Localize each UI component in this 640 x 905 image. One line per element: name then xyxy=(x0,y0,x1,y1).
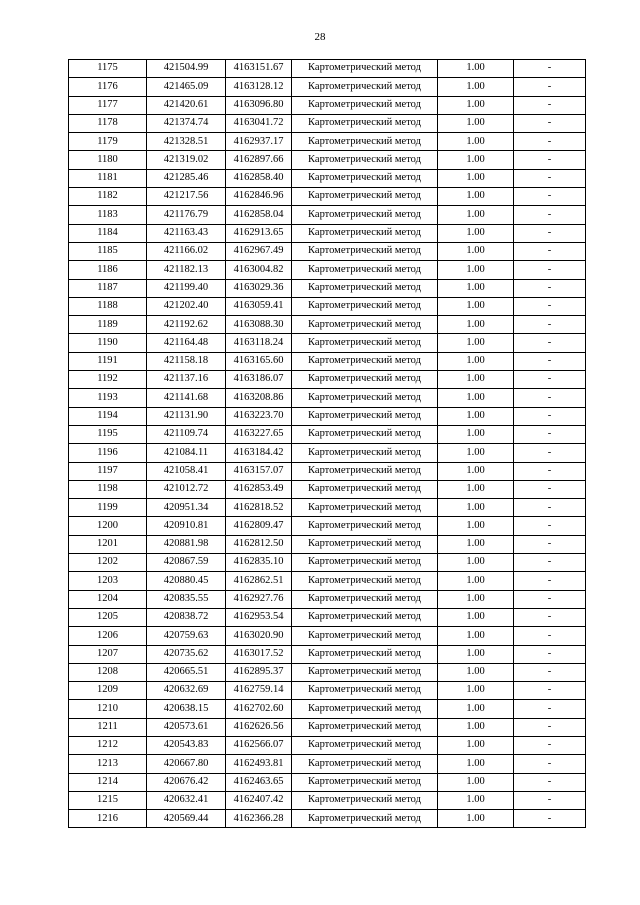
table-row xyxy=(69,169,586,187)
method-cell: Картометрический метод xyxy=(292,480,438,498)
point-number-cell: 1200 xyxy=(69,517,147,535)
y-coordinate-cell: 4162862.51 xyxy=(226,572,292,590)
y-coordinate-cell: 4162953.54 xyxy=(226,608,292,626)
x-coordinate-cell: 420676.42 xyxy=(147,773,226,791)
method-cell: Картометрический метод xyxy=(292,554,438,572)
method-cell: Картометрический метод xyxy=(292,96,438,114)
y-coordinate-cell: 4162846.96 xyxy=(226,188,292,206)
x-coordinate-cell: 421217.56 xyxy=(147,188,226,206)
table-row xyxy=(69,389,586,407)
accuracy-cell: 1.00 xyxy=(438,151,514,169)
point-number-cell: 1201 xyxy=(69,535,147,553)
x-coordinate-cell: 421176.79 xyxy=(147,206,226,224)
point-number-cell: 1178 xyxy=(69,114,147,132)
method-cell: Картометрический метод xyxy=(292,224,438,242)
y-coordinate-cell: 4162493.81 xyxy=(226,755,292,773)
point-number-cell: 1182 xyxy=(69,188,147,206)
method-cell: Картометрический метод xyxy=(292,114,438,132)
description-cell: - xyxy=(514,517,586,535)
method-cell: Картометрический метод xyxy=(292,297,438,315)
y-coordinate-cell: 4162937.17 xyxy=(226,133,292,151)
method-cell: Картометрический метод xyxy=(292,261,438,279)
table-row xyxy=(69,78,586,96)
x-coordinate-cell: 421465.09 xyxy=(147,78,226,96)
table-row xyxy=(69,316,586,334)
y-coordinate-cell: 4163227.65 xyxy=(226,425,292,443)
description-cell: - xyxy=(514,480,586,498)
accuracy-cell: 1.00 xyxy=(438,78,514,96)
table-row xyxy=(69,499,586,517)
x-coordinate-cell: 421137.16 xyxy=(147,371,226,389)
x-coordinate-cell: 420880.45 xyxy=(147,572,226,590)
y-coordinate-cell: 4163059.41 xyxy=(226,297,292,315)
point-number-cell: 1179 xyxy=(69,133,147,151)
x-coordinate-cell: 420573.61 xyxy=(147,718,226,736)
x-coordinate-cell: 420867.59 xyxy=(147,554,226,572)
method-cell: Картометрический метод xyxy=(292,425,438,443)
accuracy-cell: 1.00 xyxy=(438,682,514,700)
x-coordinate-cell: 421141.68 xyxy=(147,389,226,407)
table-row xyxy=(69,590,586,608)
y-coordinate-cell: 4163208.86 xyxy=(226,389,292,407)
y-coordinate-cell: 4162835.10 xyxy=(226,554,292,572)
description-cell: - xyxy=(514,114,586,132)
y-coordinate-cell: 4163186.07 xyxy=(226,371,292,389)
table-row xyxy=(69,334,586,352)
accuracy-cell: 1.00 xyxy=(438,425,514,443)
accuracy-cell: 1.00 xyxy=(438,645,514,663)
method-cell: Картометрический метод xyxy=(292,371,438,389)
x-coordinate-cell: 421182.13 xyxy=(147,261,226,279)
y-coordinate-cell: 4162927.76 xyxy=(226,590,292,608)
table-row xyxy=(69,517,586,535)
coordinates-table xyxy=(68,59,586,828)
description-cell: - xyxy=(514,169,586,187)
table-row xyxy=(69,755,586,773)
x-coordinate-cell: 421164.48 xyxy=(147,334,226,352)
method-cell: Картометрический метод xyxy=(292,279,438,297)
accuracy-cell: 1.00 xyxy=(438,535,514,553)
x-coordinate-cell: 421058.41 xyxy=(147,462,226,480)
description-cell: - xyxy=(514,371,586,389)
accuracy-cell: 1.00 xyxy=(438,736,514,754)
y-coordinate-cell: 4162702.60 xyxy=(226,700,292,718)
x-coordinate-cell: 420838.72 xyxy=(147,608,226,626)
description-cell: - xyxy=(514,206,586,224)
y-coordinate-cell: 4162895.37 xyxy=(226,663,292,681)
y-coordinate-cell: 4163184.42 xyxy=(226,444,292,462)
point-number-cell: 1183 xyxy=(69,206,147,224)
point-number-cell: 1199 xyxy=(69,499,147,517)
point-number-cell: 1207 xyxy=(69,645,147,663)
method-cell: Картометрический метод xyxy=(292,736,438,754)
description-cell: - xyxy=(514,60,586,78)
table-row xyxy=(69,133,586,151)
table-row xyxy=(69,407,586,425)
point-number-cell: 1193 xyxy=(69,389,147,407)
description-cell: - xyxy=(514,261,586,279)
description-cell: - xyxy=(514,718,586,736)
description-cell: - xyxy=(514,608,586,626)
point-number-cell: 1212 xyxy=(69,736,147,754)
method-cell: Картометрический метод xyxy=(292,791,438,809)
accuracy-cell: 1.00 xyxy=(438,114,514,132)
accuracy-cell: 1.00 xyxy=(438,133,514,151)
description-cell: - xyxy=(514,188,586,206)
description-cell: - xyxy=(514,499,586,517)
y-coordinate-cell: 4162812.50 xyxy=(226,535,292,553)
point-number-cell: 1196 xyxy=(69,444,147,462)
description-cell: - xyxy=(514,297,586,315)
description-cell: - xyxy=(514,279,586,297)
y-coordinate-cell: 4163004.82 xyxy=(226,261,292,279)
table-row xyxy=(69,206,586,224)
table-body xyxy=(69,60,586,828)
point-number-cell: 1190 xyxy=(69,334,147,352)
x-coordinate-cell: 421166.02 xyxy=(147,242,226,260)
method-cell: Картометрический метод xyxy=(292,590,438,608)
description-cell: - xyxy=(514,352,586,370)
table-row xyxy=(69,224,586,242)
description-cell: - xyxy=(514,736,586,754)
description-cell: - xyxy=(514,389,586,407)
method-cell: Картометрический метод xyxy=(292,682,438,700)
y-coordinate-cell: 4163088.30 xyxy=(226,316,292,334)
accuracy-cell: 1.00 xyxy=(438,700,514,718)
point-number-cell: 1214 xyxy=(69,773,147,791)
method-cell: Картометрический метод xyxy=(292,334,438,352)
x-coordinate-cell: 421374.74 xyxy=(147,114,226,132)
description-cell: - xyxy=(514,791,586,809)
table-row xyxy=(69,371,586,389)
description-cell: - xyxy=(514,425,586,443)
y-coordinate-cell: 4162463.65 xyxy=(226,773,292,791)
y-coordinate-cell: 4162913.65 xyxy=(226,224,292,242)
y-coordinate-cell: 4162818.52 xyxy=(226,499,292,517)
table-row xyxy=(69,462,586,480)
table-row xyxy=(69,188,586,206)
method-cell: Картометрический метод xyxy=(292,755,438,773)
x-coordinate-cell: 420759.63 xyxy=(147,627,226,645)
y-coordinate-cell: 4162626.56 xyxy=(226,718,292,736)
description-cell: - xyxy=(514,627,586,645)
table-row xyxy=(69,718,586,736)
point-number-cell: 1188 xyxy=(69,297,147,315)
accuracy-cell: 1.00 xyxy=(438,718,514,736)
description-cell: - xyxy=(514,554,586,572)
accuracy-cell: 1.00 xyxy=(438,444,514,462)
accuracy-cell: 1.00 xyxy=(438,352,514,370)
method-cell: Картометрический метод xyxy=(292,133,438,151)
x-coordinate-cell: 420735.62 xyxy=(147,645,226,663)
table-row xyxy=(69,554,586,572)
method-cell: Картометрический метод xyxy=(292,499,438,517)
point-number-cell: 1206 xyxy=(69,627,147,645)
description-cell: - xyxy=(514,535,586,553)
point-number-cell: 1177 xyxy=(69,96,147,114)
table-row xyxy=(69,773,586,791)
description-cell: - xyxy=(514,682,586,700)
method-cell: Картометрический метод xyxy=(292,352,438,370)
x-coordinate-cell: 420910.81 xyxy=(147,517,226,535)
x-coordinate-cell: 421084.11 xyxy=(147,444,226,462)
y-coordinate-cell: 4163128.12 xyxy=(226,78,292,96)
accuracy-cell: 1.00 xyxy=(438,279,514,297)
accuracy-cell: 1.00 xyxy=(438,188,514,206)
method-cell: Картометрический метод xyxy=(292,78,438,96)
y-coordinate-cell: 4163118.24 xyxy=(226,334,292,352)
table-row xyxy=(69,480,586,498)
y-coordinate-cell: 4162759.14 xyxy=(226,682,292,700)
point-number-cell: 1215 xyxy=(69,791,147,809)
table-row xyxy=(69,96,586,114)
point-number-cell: 1181 xyxy=(69,169,147,187)
point-number-cell: 1191 xyxy=(69,352,147,370)
accuracy-cell: 1.00 xyxy=(438,590,514,608)
accuracy-cell: 1.00 xyxy=(438,608,514,626)
x-coordinate-cell: 420667.80 xyxy=(147,755,226,773)
table-row xyxy=(69,791,586,809)
description-cell: - xyxy=(514,96,586,114)
accuracy-cell: 1.00 xyxy=(438,627,514,645)
method-cell: Картометрический метод xyxy=(292,718,438,736)
x-coordinate-cell: 421202.40 xyxy=(147,297,226,315)
y-coordinate-cell: 4162897.66 xyxy=(226,151,292,169)
point-number-cell: 1198 xyxy=(69,480,147,498)
point-number-cell: 1187 xyxy=(69,279,147,297)
accuracy-cell: 1.00 xyxy=(438,480,514,498)
y-coordinate-cell: 4162566.07 xyxy=(226,736,292,754)
accuracy-cell: 1.00 xyxy=(438,96,514,114)
accuracy-cell: 1.00 xyxy=(438,389,514,407)
x-coordinate-cell: 420665.51 xyxy=(147,663,226,681)
description-cell: - xyxy=(514,810,586,828)
accuracy-cell: 1.00 xyxy=(438,224,514,242)
table-row xyxy=(69,297,586,315)
x-coordinate-cell: 421109.74 xyxy=(147,425,226,443)
y-coordinate-cell: 4163041.72 xyxy=(226,114,292,132)
x-coordinate-cell: 420569.44 xyxy=(147,810,226,828)
method-cell: Картометрический метод xyxy=(292,663,438,681)
y-coordinate-cell: 4163020.90 xyxy=(226,627,292,645)
table-row xyxy=(69,572,586,590)
description-cell: - xyxy=(514,755,586,773)
table-row xyxy=(69,682,586,700)
point-number-cell: 1203 xyxy=(69,572,147,590)
point-number-cell: 1186 xyxy=(69,261,147,279)
x-coordinate-cell: 421163.43 xyxy=(147,224,226,242)
y-coordinate-cell: 4163017.52 xyxy=(226,645,292,663)
point-number-cell: 1213 xyxy=(69,755,147,773)
method-cell: Картометрический метод xyxy=(292,517,438,535)
method-cell: Картометрический метод xyxy=(292,188,438,206)
description-cell: - xyxy=(514,407,586,425)
table-row xyxy=(69,645,586,663)
method-cell: Картометрический метод xyxy=(292,572,438,590)
description-cell: - xyxy=(514,224,586,242)
table-row xyxy=(69,352,586,370)
description-cell: - xyxy=(514,151,586,169)
point-number-cell: 1180 xyxy=(69,151,147,169)
x-coordinate-cell: 421131.90 xyxy=(147,407,226,425)
description-cell: - xyxy=(514,133,586,151)
table-row xyxy=(69,663,586,681)
x-coordinate-cell: 420835.55 xyxy=(147,590,226,608)
x-coordinate-cell: 421158.18 xyxy=(147,352,226,370)
description-cell: - xyxy=(514,242,586,260)
description-cell: - xyxy=(514,316,586,334)
table-row xyxy=(69,279,586,297)
method-cell: Картометрический метод xyxy=(292,316,438,334)
page-number: 28 xyxy=(314,31,326,43)
accuracy-cell: 1.00 xyxy=(438,773,514,791)
method-cell: Картометрический метод xyxy=(292,462,438,480)
accuracy-cell: 1.00 xyxy=(438,60,514,78)
x-coordinate-cell: 420881.98 xyxy=(147,535,226,553)
table-row xyxy=(69,151,586,169)
table-row xyxy=(69,608,586,626)
method-cell: Картометрический метод xyxy=(292,535,438,553)
method-cell: Картометрический метод xyxy=(292,700,438,718)
x-coordinate-cell: 421199.40 xyxy=(147,279,226,297)
x-coordinate-cell: 420543.83 xyxy=(147,736,226,754)
description-cell: - xyxy=(514,590,586,608)
point-number-cell: 1202 xyxy=(69,554,147,572)
point-number-cell: 1176 xyxy=(69,78,147,96)
description-cell: - xyxy=(514,645,586,663)
method-cell: Картометрический метод xyxy=(292,206,438,224)
x-coordinate-cell: 421420.61 xyxy=(147,96,226,114)
y-coordinate-cell: 4162853.49 xyxy=(226,480,292,498)
point-number-cell: 1211 xyxy=(69,718,147,736)
method-cell: Картометрический метод xyxy=(292,627,438,645)
accuracy-cell: 1.00 xyxy=(438,242,514,260)
x-coordinate-cell: 420632.69 xyxy=(147,682,226,700)
method-cell: Картометрический метод xyxy=(292,169,438,187)
point-number-cell: 1210 xyxy=(69,700,147,718)
x-coordinate-cell: 421012.72 xyxy=(147,480,226,498)
table-row xyxy=(69,261,586,279)
y-coordinate-cell: 4163151.67 xyxy=(226,60,292,78)
method-cell: Картометрический метод xyxy=(292,645,438,663)
table-row xyxy=(69,810,586,828)
y-coordinate-cell: 4162858.04 xyxy=(226,206,292,224)
method-cell: Картометрический метод xyxy=(292,773,438,791)
x-coordinate-cell: 421504.99 xyxy=(147,60,226,78)
accuracy-cell: 1.00 xyxy=(438,791,514,809)
method-cell: Картометрический метод xyxy=(292,242,438,260)
method-cell: Картометрический метод xyxy=(292,444,438,462)
accuracy-cell: 1.00 xyxy=(438,663,514,681)
table-row xyxy=(69,444,586,462)
accuracy-cell: 1.00 xyxy=(438,206,514,224)
description-cell: - xyxy=(514,462,586,480)
y-coordinate-cell: 4162366.28 xyxy=(226,810,292,828)
point-number-cell: 1194 xyxy=(69,407,147,425)
point-number-cell: 1175 xyxy=(69,60,147,78)
x-coordinate-cell: 420638.15 xyxy=(147,700,226,718)
y-coordinate-cell: 4162407.42 xyxy=(226,791,292,809)
method-cell: Картометрический метод xyxy=(292,60,438,78)
accuracy-cell: 1.00 xyxy=(438,316,514,334)
accuracy-cell: 1.00 xyxy=(438,810,514,828)
accuracy-cell: 1.00 xyxy=(438,755,514,773)
x-coordinate-cell: 421319.02 xyxy=(147,151,226,169)
method-cell: Картометрический метод xyxy=(292,151,438,169)
accuracy-cell: 1.00 xyxy=(438,169,514,187)
y-coordinate-cell: 4163096.80 xyxy=(226,96,292,114)
point-number-cell: 1197 xyxy=(69,462,147,480)
point-number-cell: 1195 xyxy=(69,425,147,443)
y-coordinate-cell: 4163223.70 xyxy=(226,407,292,425)
point-number-cell: 1208 xyxy=(69,663,147,681)
description-cell: - xyxy=(514,700,586,718)
accuracy-cell: 1.00 xyxy=(438,297,514,315)
point-number-cell: 1192 xyxy=(69,371,147,389)
description-cell: - xyxy=(514,334,586,352)
method-cell: Картометрический метод xyxy=(292,608,438,626)
accuracy-cell: 1.00 xyxy=(438,517,514,535)
accuracy-cell: 1.00 xyxy=(438,261,514,279)
table-row xyxy=(69,736,586,754)
table-row xyxy=(69,114,586,132)
table-row xyxy=(69,425,586,443)
description-cell: - xyxy=(514,572,586,590)
table-row xyxy=(69,700,586,718)
description-cell: - xyxy=(514,663,586,681)
point-number-cell: 1205 xyxy=(69,608,147,626)
accuracy-cell: 1.00 xyxy=(438,572,514,590)
point-number-cell: 1189 xyxy=(69,316,147,334)
y-coordinate-cell: 4162809.47 xyxy=(226,517,292,535)
x-coordinate-cell: 421192.62 xyxy=(147,316,226,334)
method-cell: Картометрический метод xyxy=(292,389,438,407)
point-number-cell: 1204 xyxy=(69,590,147,608)
description-cell: - xyxy=(514,444,586,462)
point-number-cell: 1185 xyxy=(69,242,147,260)
accuracy-cell: 1.00 xyxy=(438,334,514,352)
description-cell: - xyxy=(514,773,586,791)
x-coordinate-cell: 421328.51 xyxy=(147,133,226,151)
y-coordinate-cell: 4162967.49 xyxy=(226,242,292,260)
accuracy-cell: 1.00 xyxy=(438,499,514,517)
accuracy-cell: 1.00 xyxy=(438,462,514,480)
table-row xyxy=(69,242,586,260)
y-coordinate-cell: 4163029.36 xyxy=(226,279,292,297)
x-coordinate-cell: 420632.41 xyxy=(147,791,226,809)
x-coordinate-cell: 420951.34 xyxy=(147,499,226,517)
method-cell: Картометрический метод xyxy=(292,810,438,828)
point-number-cell: 1209 xyxy=(69,682,147,700)
y-coordinate-cell: 4162858.40 xyxy=(226,169,292,187)
y-coordinate-cell: 4163157.07 xyxy=(226,462,292,480)
accuracy-cell: 1.00 xyxy=(438,371,514,389)
table-row xyxy=(69,627,586,645)
method-cell: Картометрический метод xyxy=(292,407,438,425)
accuracy-cell: 1.00 xyxy=(438,554,514,572)
point-number-cell: 1184 xyxy=(69,224,147,242)
description-cell: - xyxy=(514,78,586,96)
table-row xyxy=(69,535,586,553)
accuracy-cell: 1.00 xyxy=(438,407,514,425)
point-number-cell: 1216 xyxy=(69,810,147,828)
x-coordinate-cell: 421285.46 xyxy=(147,169,226,187)
table-row xyxy=(69,60,586,78)
y-coordinate-cell: 4163165.60 xyxy=(226,352,292,370)
